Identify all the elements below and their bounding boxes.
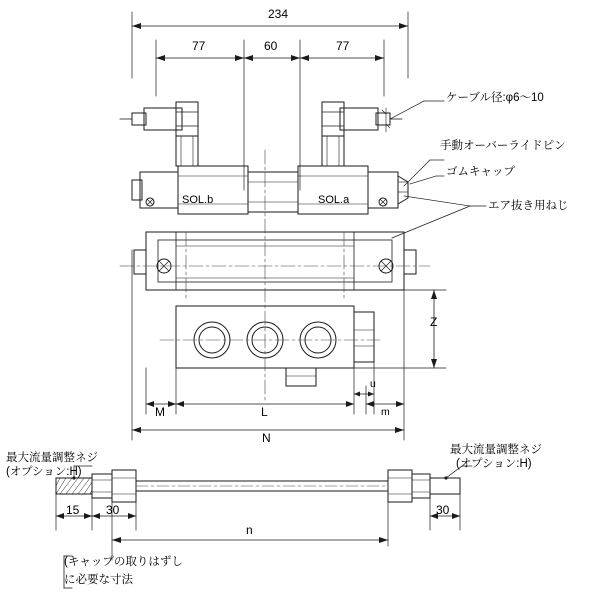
note-cap-removal-line2: に必要な寸法 [64, 574, 133, 586]
dim-cap-30-left: 30 [106, 503, 120, 517]
dim-m-lower: m [381, 406, 390, 418]
dim-cap-15: 15 [66, 503, 80, 517]
dim-m-upper: M [155, 405, 165, 419]
dim-n-lower: n [246, 523, 253, 537]
label-flow-adjust-right-line1: 最大流量調整ネジ [450, 444, 542, 456]
dim-u: u [370, 378, 376, 390]
note-cap-removal-line1: (キャップの取りはずし [64, 556, 183, 568]
dim-l: L [261, 405, 268, 419]
label-flow-adjust-left-line2: (オプション:H) [6, 466, 82, 478]
label-air-bleed-screw: エア抜き用ねじ [488, 200, 569, 212]
label-flow-adjust-right-line2: (オプション:H) [456, 458, 532, 470]
label-flow-adjust-left-line1: 最大流量調整ネジ [6, 452, 98, 464]
label-cable-diameter: ケーブル径:φ6〜10 [446, 92, 544, 104]
label-sol-a: SOL.a [318, 194, 350, 206]
dim-seg-left: 77 [192, 39, 206, 53]
dim-cap-30-right: 30 [436, 503, 450, 517]
dim-seg-right: 77 [336, 39, 350, 53]
dim-overall-width: 234 [268, 7, 289, 21]
label-manual-override-pin: 手動オーバーライドピン [440, 140, 566, 152]
label-rubber-cap: ゴムキャップ [446, 166, 515, 178]
dim-n-upper: N [262, 431, 271, 445]
label-sol-b: SOL.b [182, 194, 214, 206]
dim-seg-mid: 60 [264, 39, 278, 53]
dim-z: Z [430, 315, 438, 329]
